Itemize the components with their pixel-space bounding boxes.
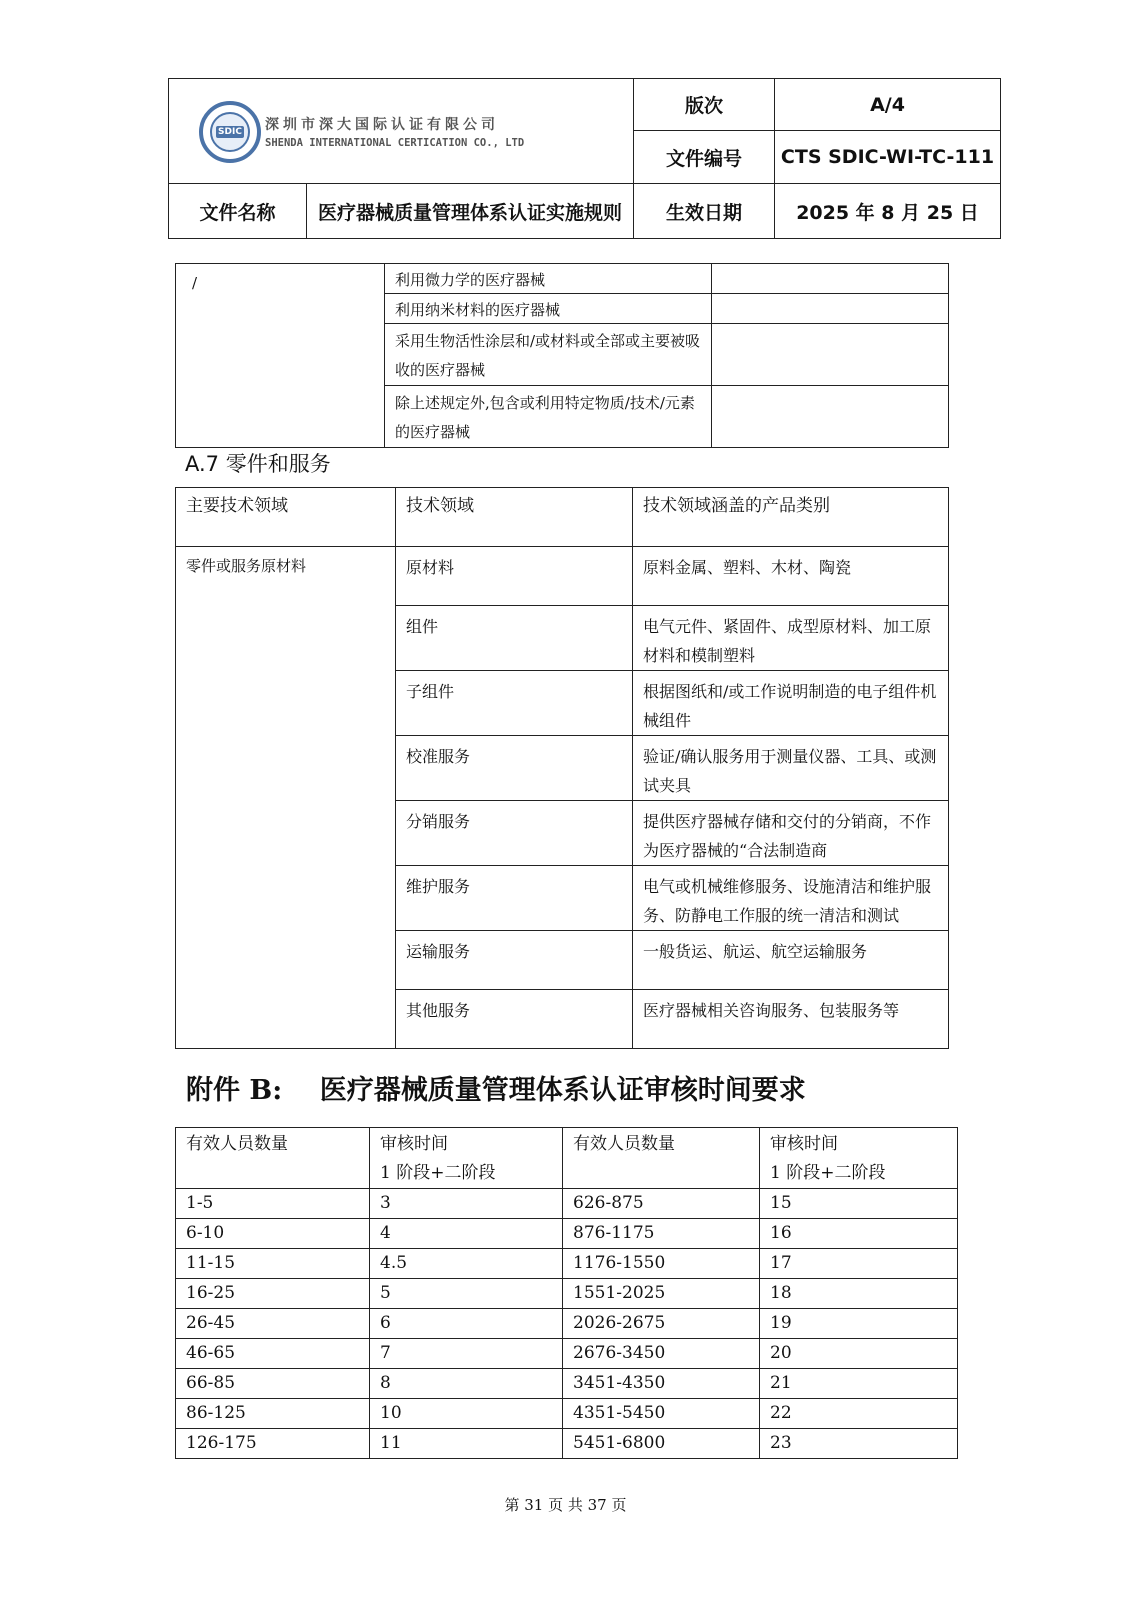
docno-value: CTS SDIC-WI-TC-111 [775, 131, 1001, 184]
table-cell: 626-875 [563, 1189, 760, 1219]
effective-label: 生效日期 [634, 184, 775, 239]
b-header-line: 有效人员数量 [186, 1134, 288, 1154]
company-seal-icon [199, 101, 261, 163]
table-cell: 15 [760, 1189, 958, 1219]
b-header-line: 审核时间 [380, 1134, 448, 1154]
table-row [176, 1189, 958, 1219]
table-cell: 1551-2025 [563, 1279, 760, 1309]
a7-field: 校准服务 [396, 736, 633, 801]
table-a7 [175, 487, 949, 1049]
table-cell: 46-65 [176, 1339, 370, 1369]
version-label: 版次 [634, 79, 775, 131]
table-cell: 2026-2675 [563, 1309, 760, 1339]
table-cell: 16 [760, 1219, 958, 1249]
table-cell: 19 [760, 1309, 958, 1339]
table-cell: 3451-4350 [563, 1369, 760, 1399]
a7-main-field: 零件或服务原材料 [176, 547, 396, 1049]
table-cell: 4351-5450 [563, 1399, 760, 1429]
a6-empty-cell [712, 264, 949, 294]
a6-empty-cell [712, 386, 949, 448]
company-name-en: SHENDA INTERNATIONAL CERTICATION CO., LTD [265, 137, 525, 149]
company-name-cn: 深圳市深大国际认证有限公司 [265, 117, 499, 133]
a7-field: 其他服务 [396, 990, 633, 1049]
a7-products: 电气元件、紧固件、成型原材料、加工原材料和模制塑料 [633, 606, 949, 671]
a7-field: 分销服务 [396, 801, 633, 866]
table-cell: 16-25 [176, 1279, 370, 1309]
table-cell: 126-175 [176, 1429, 370, 1459]
table-appendix-b [175, 1127, 958, 1459]
table-cell: 11-15 [176, 1249, 370, 1279]
table-cell: 20 [760, 1339, 958, 1369]
a7-field: 原材料 [396, 547, 633, 606]
table-cell: 22 [760, 1399, 958, 1429]
table-cell: 6-10 [176, 1219, 370, 1249]
b-header-line: 1 阶段+二阶段 [380, 1163, 496, 1183]
table-row [176, 1309, 958, 1339]
document-header [168, 78, 1001, 239]
table-cell: 10 [370, 1399, 563, 1429]
table-row [176, 1339, 958, 1369]
a7-header-cell: 主要技术领域 [176, 488, 396, 547]
table-row [176, 1219, 958, 1249]
version-value: A/4 [775, 79, 1001, 131]
table-cell: 5 [370, 1279, 563, 1309]
a7-products: 电气或机械维修服务、设施清洁和维护服务、防静电工作服的统一清洁和测试 [633, 866, 949, 931]
a6-row: 采用生物活性涂层和/或材料或全部或主要被吸收的医疗器械 [385, 324, 712, 386]
table-row [176, 1279, 958, 1309]
docno-label: 文件编号 [634, 131, 775, 184]
seal-text: SDIC [218, 127, 242, 137]
a6-empty-cell [712, 294, 949, 324]
table-cell: 21 [760, 1369, 958, 1399]
table-cell: 6 [370, 1309, 563, 1339]
table-row [176, 1399, 958, 1429]
table-cell: 17 [760, 1249, 958, 1279]
company-logo-cell [169, 79, 634, 184]
a6-row: 利用微力学的医疗器械 [385, 264, 712, 294]
table-cell: 11 [370, 1429, 563, 1459]
b-header-cell [370, 1128, 563, 1189]
b-header-cell [176, 1128, 370, 1189]
a7-field: 维护服务 [396, 866, 633, 931]
docname-value: 医疗器械质量管理体系认证实施规则 [307, 184, 634, 239]
table-a6-continued [175, 263, 949, 448]
page-number: 第 31 页 共 37 页 [504, 1496, 627, 1514]
table-cell: 26-45 [176, 1309, 370, 1339]
a7-products: 一般货运、航运、航空运输服务 [633, 931, 949, 990]
table-cell: 876-1175 [563, 1219, 760, 1249]
a7-products: 医疗器械相关咨询服务、包装服务等 [633, 990, 949, 1049]
table-cell: 1-5 [176, 1189, 370, 1219]
a7-field: 组件 [396, 606, 633, 671]
a7-products: 根据图纸和/或工作说明制造的电子组件机械组件 [633, 671, 949, 736]
table-row [176, 1369, 958, 1399]
table-cell: 18 [760, 1279, 958, 1309]
table-cell: 8 [370, 1369, 563, 1399]
table-cell: 86-125 [176, 1399, 370, 1429]
table-cell: 66-85 [176, 1369, 370, 1399]
b-header-cell [563, 1128, 760, 1189]
a7-products: 提供医疗器械存储和交付的分销商，不作为医疗器械的“合法制造商 [633, 801, 949, 866]
a6-row: 除上述规定外,包含或利用特定物质/技术/元素的医疗器械 [385, 386, 712, 448]
table-row [176, 1249, 958, 1279]
a6-left-cell: / [176, 264, 385, 448]
table-cell: 2676-3450 [563, 1339, 760, 1369]
table-cell: 3 [370, 1189, 563, 1219]
table-cell: 5451-6800 [563, 1429, 760, 1459]
table-cell: 4.5 [370, 1249, 563, 1279]
a7-header-cell: 技术领域 [396, 488, 633, 547]
b-header-line: 1 阶段+二阶段 [770, 1163, 886, 1183]
table-cell: 1176-1550 [563, 1249, 760, 1279]
section-a7-title: A.7 零件和服务 [185, 452, 331, 476]
b-header-cell [760, 1128, 958, 1189]
table-row [176, 1429, 958, 1459]
docname-label: 文件名称 [169, 184, 307, 239]
a7-products: 原料金属、塑料、木材、陶瓷 [633, 547, 949, 606]
a7-header-cell: 技术领域涵盖的产品类别 [633, 488, 949, 547]
table-cell: 4 [370, 1219, 563, 1249]
a7-products: 验证/确认服务用于测量仪器、工具、或测试夹具 [633, 736, 949, 801]
table-cell: 7 [370, 1339, 563, 1369]
a7-field: 子组件 [396, 671, 633, 736]
b-header-line: 有效人员数量 [573, 1134, 675, 1154]
appendix-b-title: 附件 B: 医疗器械质量管理体系认证审核时间要求 [186, 1075, 806, 1106]
b-header-line: 审核时间 [770, 1134, 838, 1154]
table-cell: 23 [760, 1429, 958, 1459]
a7-field: 运输服务 [396, 931, 633, 990]
appendix-b-rows [176, 1189, 958, 1459]
effective-value: 2025 年 8 月 25 日 [775, 184, 1001, 239]
a6-empty-cell [712, 324, 949, 386]
a6-row: 利用纳米材料的医疗器械 [385, 294, 712, 324]
